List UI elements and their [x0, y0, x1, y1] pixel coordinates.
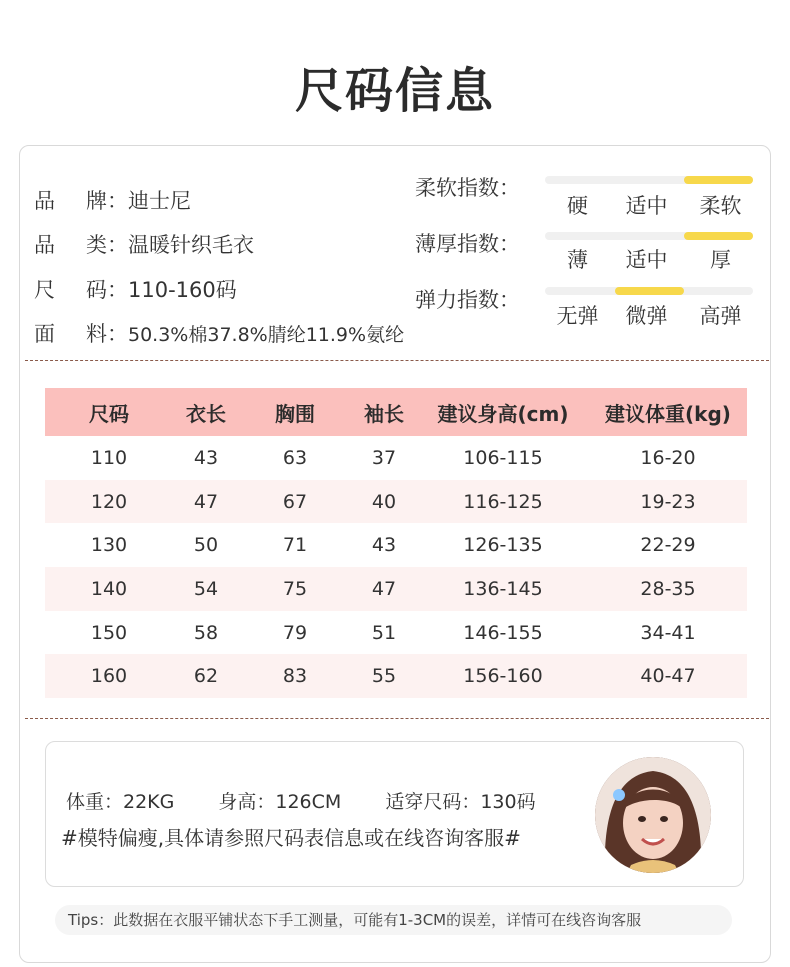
table-cell: 22-29: [640, 534, 696, 557]
table-cell: 71: [282, 534, 308, 557]
elasticity-index-bar: [545, 287, 753, 295]
table-row: [45, 611, 747, 655]
thickness-option: 厚: [710, 248, 731, 272]
table-cell: 126-135: [463, 534, 543, 557]
model-height: 身高：126CM: [218, 791, 342, 813]
table-cell: 58: [193, 621, 219, 644]
table-cell: 54: [173, 567, 239, 611]
model-weight: 体重：22KG: [66, 791, 175, 813]
softness-option: 柔软: [699, 194, 742, 218]
column-header: 尺码: [45, 388, 173, 436]
table-cell: 43: [193, 446, 219, 469]
table-row: [45, 480, 747, 524]
info-category: 品 类：温暖针织毛衣: [34, 233, 254, 257]
model-stats: [66, 787, 536, 814]
table-cell: 19-23: [589, 480, 747, 524]
thickness-index-fill: [684, 232, 753, 240]
elasticity-option: 微弹: [625, 304, 668, 328]
size-table: [45, 388, 747, 698]
table-cell: 156-160: [417, 654, 589, 698]
elasticity-index-fill: [615, 287, 684, 295]
table-cell: 146-155: [463, 621, 543, 644]
column-header: 建议体重(kg): [589, 388, 747, 436]
table-cell: 63: [282, 446, 308, 469]
model-photo-illustration: [595, 757, 711, 873]
softness-index-fill: [684, 176, 753, 184]
model-size: 适穿尺码：130码: [385, 791, 536, 813]
softness-option: 适中: [625, 194, 668, 218]
table-cell: 136-145: [417, 567, 589, 611]
divider: [25, 718, 769, 719]
table-row: [45, 523, 747, 567]
table-cell: 79: [282, 621, 308, 644]
info-brand: 品 牌：迪士尼: [34, 189, 191, 213]
table-cell: 116-125: [417, 480, 589, 524]
thickness-index-bar: [545, 232, 753, 240]
table-cell: 67: [239, 480, 351, 524]
thickness-index-label: 薄厚指数：: [415, 232, 520, 256]
table-cell: 75: [239, 567, 351, 611]
table-cell: 50: [193, 534, 219, 557]
elasticity-index-label: 弹力指数：: [415, 288, 520, 312]
softness-index-label: 柔软指数：: [415, 176, 520, 200]
table-cell: 110: [90, 446, 128, 469]
elasticity-option: 无弹: [556, 304, 599, 328]
model-note: #模特偏瘦,具体请参照尺码表信息或在线咨询客服#: [61, 826, 521, 850]
table-cell: 40-47: [589, 654, 747, 698]
table-row: [45, 567, 747, 611]
thickness-option: 适中: [625, 248, 668, 272]
table-cell: 160: [45, 654, 173, 698]
table-cell: 37: [371, 446, 397, 469]
table-cell: 34-41: [640, 621, 696, 644]
divider: [25, 360, 769, 361]
table-cell: 140: [45, 567, 173, 611]
info-size-range: 尺 码：110-160码: [34, 278, 237, 302]
table-cell: 150: [90, 621, 128, 644]
table-row: [45, 654, 747, 698]
table-cell: 16-20: [640, 446, 696, 469]
table-row: [45, 436, 747, 480]
table-cell: 130: [90, 534, 128, 557]
table-cell: 106-115: [463, 446, 543, 469]
column-header: 袖长: [351, 388, 417, 436]
table-cell: 120: [45, 480, 173, 524]
table-header-row: [45, 388, 747, 436]
table-cell: 55: [351, 654, 417, 698]
table-cell: 47: [351, 567, 417, 611]
table-cell: 28-35: [589, 567, 747, 611]
softness-option: 硬: [567, 194, 588, 218]
table-cell: 47: [173, 480, 239, 524]
model-photo: [595, 757, 711, 873]
table-cell: 43: [371, 534, 397, 557]
elasticity-option: 高弹: [699, 304, 742, 328]
table-cell: 83: [239, 654, 351, 698]
table-cell: 40: [351, 480, 417, 524]
page-title: 尺码信息: [294, 63, 495, 119]
thickness-option: 薄: [567, 248, 588, 272]
tips-bar: Tips：此数据在衣服平铺状态下手工测量，可能有1-3CM的误差，详情可在线咨询客服: [55, 905, 732, 935]
column-header: 衣长: [173, 388, 239, 436]
table-cell: 62: [173, 654, 239, 698]
column-header: 胸围: [239, 388, 351, 436]
table-cell: 51: [371, 621, 397, 644]
info-material: 面 料：50.3%棉37.8%腈纶11.9%氨纶: [34, 322, 405, 346]
softness-index-bar: [545, 176, 753, 184]
column-header: 建议身高(cm): [417, 388, 589, 436]
